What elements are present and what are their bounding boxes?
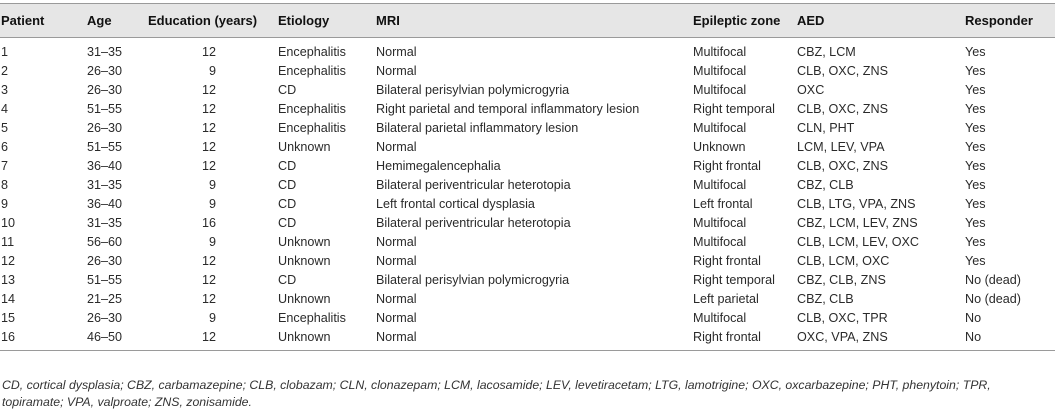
cell-etiology: Unknown — [278, 140, 331, 154]
cell-responder: Yes — [965, 178, 986, 192]
table-row — [0, 309, 1055, 328]
cell-etiology: Encephalitis — [278, 64, 346, 78]
cell-age: 46–50 — [86, 328, 148, 351]
cell-responder: Yes — [965, 102, 986, 116]
cell-age: 56–60 — [87, 235, 123, 249]
cell-age: 51–55 — [87, 102, 123, 116]
cell-etiology: Unknown — [278, 254, 331, 268]
cell-patient: 9 — [1, 197, 9, 211]
cell-responder: No (dead) — [965, 273, 1022, 287]
cell-education: 12 — [201, 140, 216, 154]
column-header-education: Education (years) — [148, 4, 278, 38]
cell-education: 9 — [208, 235, 216, 249]
cell-etiology: Encephalitis — [278, 45, 346, 59]
cell-responder: Yes — [965, 159, 986, 173]
table-body — [0, 38, 1055, 351]
cell-etiology: Unknown — [278, 235, 331, 249]
cell-responder: Yes — [965, 197, 986, 211]
table-row — [0, 119, 1055, 138]
table-row — [0, 62, 1055, 81]
cell-mri: Bilateral periventricular heterotopia — [376, 178, 571, 192]
table-row — [0, 233, 1055, 252]
cell-age: 26–30 — [87, 121, 123, 135]
cell-patient: 3 — [1, 83, 9, 97]
cell-patient: 15 — [1, 311, 16, 325]
cell-aed: LCM, LEV, VPA — [797, 140, 885, 154]
cell-epileptic-zone: Multifocal — [693, 64, 747, 78]
cell-education: 12 — [201, 102, 216, 116]
cell-age: 31–35 — [87, 216, 123, 230]
cell-mri: Hemimegalencephalia — [376, 159, 501, 173]
cell-etiology: CD — [278, 216, 297, 230]
cell-etiology: CD — [278, 273, 297, 287]
cell-mri: Normal — [376, 64, 417, 78]
cell-responder: Yes — [965, 64, 986, 78]
cell-aed: CBZ, CLB, ZNS — [797, 273, 886, 287]
cell-age: 36–40 — [87, 197, 123, 211]
cell-aed: CLB, LTG, VPA, ZNS — [797, 197, 916, 211]
table-row — [0, 290, 1055, 309]
cell-age: 31–35 — [87, 45, 123, 59]
cell-patient: 6 — [1, 140, 9, 154]
cell-age: 26–30 — [87, 83, 123, 97]
cell-mri: Normal — [376, 235, 417, 249]
cell-education: 12 — [201, 121, 216, 135]
cell-epileptic-zone: Multifocal — [693, 178, 747, 192]
cell-education: 12 — [201, 159, 216, 173]
cell-aed: CLB, OXC, TPR — [797, 311, 888, 325]
cell-patient: 2 — [1, 64, 9, 78]
column-header-aed: AED — [797, 4, 965, 38]
cell-patient: 8 — [1, 178, 9, 192]
cell-patient: 13 — [1, 273, 16, 287]
cell-education: 9 — [208, 311, 216, 325]
cell-epileptic-zone: Multifocal — [693, 216, 747, 230]
table-row — [0, 81, 1055, 100]
table-row — [0, 328, 1055, 351]
cell-patient: 12 — [1, 254, 16, 268]
cell-education: 9 — [208, 64, 216, 78]
cell-age: 36–40 — [87, 159, 123, 173]
cell-age: 26–30 — [87, 64, 123, 78]
cell-age: 26–30 — [87, 254, 123, 268]
header-row — [0, 4, 1055, 38]
cell-patient: 7 — [1, 159, 9, 173]
cell-education: 9 — [208, 178, 216, 192]
cell-age: 31–35 — [87, 178, 123, 192]
cell-responder: Yes — [965, 121, 986, 135]
cell-epileptic-zone: Multifocal — [693, 45, 747, 59]
patient-table — [0, 3, 1055, 351]
cell-age: 51–55 — [87, 273, 123, 287]
cell-etiology: CD — [278, 178, 297, 192]
cell-aed: CLB, LCM, OXC — [797, 254, 890, 268]
cell-age: 21–25 — [87, 292, 123, 306]
cell-mri: Normal — [376, 328, 693, 351]
cell-etiology: Encephalitis — [278, 121, 346, 135]
table-row — [0, 252, 1055, 271]
cell-epileptic-zone: Multifocal — [693, 121, 747, 135]
cell-responder: Yes — [965, 83, 986, 97]
cell-epileptic-zone: Left parietal — [693, 292, 759, 306]
cell-mri: Left frontal cortical dysplasia — [376, 197, 535, 211]
cell-patient: 16 — [0, 328, 86, 351]
cell-mri: Bilateral perisylvian polymicrogyria — [376, 273, 570, 287]
cell-etiology: CD — [278, 197, 297, 211]
cell-education: 9 — [208, 197, 216, 211]
table-row — [0, 195, 1055, 214]
cell-etiology: Encephalitis — [278, 311, 346, 325]
cell-education: 12 — [201, 292, 216, 306]
cell-mri: Bilateral perisylvian polymicrogyria — [376, 83, 570, 97]
cell-mri: Bilateral periventricular heterotopia — [376, 216, 571, 230]
cell-patient: 11 — [1, 235, 15, 249]
cell-epileptic-zone: Multifocal — [693, 83, 747, 97]
table-row — [0, 157, 1055, 176]
cell-epileptic-zone: Multifocal — [693, 235, 747, 249]
table-footnote: CD, cortical dysplasia; CBZ, carbamazepine; CLB, clobazam; CLN, clonazepam; LCM, lacosamide; LEV, levetiracetam; LTG, lamotrigine; OXC, oxcarbazepine; PHT, phenytoin; TPR, topiramate; VPA, valproate; ZNS, zonisamide. — [2, 378, 991, 409]
cell-aed: CLB, OXC, ZNS — [797, 64, 888, 78]
cell-education: 12 — [148, 328, 278, 351]
cell-patient: 5 — [1, 121, 9, 135]
cell-epileptic-zone: Right temporal — [693, 102, 775, 116]
cell-epileptic-zone: Right frontal — [693, 328, 797, 351]
column-header-age: Age — [86, 4, 148, 38]
cell-education: 16 — [201, 216, 216, 230]
cell-responder: Yes — [965, 140, 986, 154]
cell-patient: 1 — [1, 45, 9, 59]
cell-aed: CLN, PHT — [797, 121, 855, 135]
cell-aed: OXC, VPA, ZNS — [797, 328, 965, 351]
cell-responder: No — [965, 328, 1055, 351]
cell-responder: No — [965, 311, 982, 325]
cell-education: 12 — [201, 273, 216, 287]
table-row — [0, 214, 1055, 233]
cell-patient: 14 — [1, 292, 16, 306]
cell-aed: CBZ, CLB — [797, 292, 854, 306]
cell-epileptic-zone: Unknown — [693, 140, 746, 154]
cell-mri: Normal — [376, 140, 417, 154]
cell-responder: Yes — [965, 216, 986, 230]
cell-responder: No (dead) — [965, 292, 1022, 306]
cell-education: 12 — [201, 45, 216, 59]
cell-etiology: CD — [278, 83, 297, 97]
cell-aed: CBZ, CLB — [797, 178, 854, 192]
table-row — [0, 176, 1055, 195]
column-header-etiology: Etiology — [278, 4, 376, 38]
cell-education: 12 — [201, 83, 216, 97]
column-header-responder: Responder — [965, 4, 1055, 38]
cell-mri: Normal — [376, 311, 417, 325]
cell-mri: Right parietal and temporal inflammatory lesion — [376, 102, 640, 116]
table-row — [0, 138, 1055, 157]
cell-aed: CLB, OXC, ZNS — [797, 159, 888, 173]
cell-patient: 10 — [1, 216, 16, 230]
cell-etiology: Encephalitis — [278, 102, 346, 116]
cell-epileptic-zone: Right temporal — [693, 273, 775, 287]
cell-responder: Yes — [965, 235, 986, 249]
cell-etiology: Unknown — [278, 328, 376, 351]
cell-age: 26–30 — [87, 311, 123, 325]
cell-aed: CLB, LCM, LEV, OXC — [797, 235, 920, 249]
column-header-epileptic-zone: Epileptic zone — [693, 4, 797, 38]
cell-epileptic-zone: Right frontal — [693, 254, 761, 268]
cell-mri: Normal — [376, 254, 417, 268]
cell-responder: Yes — [965, 254, 986, 268]
table-row — [0, 100, 1055, 119]
cell-aed: CBZ, LCM, LEV, ZNS — [797, 216, 918, 230]
cell-epileptic-zone: Multifocal — [693, 311, 747, 325]
cell-patient: 4 — [1, 102, 9, 116]
cell-education: 12 — [201, 254, 216, 268]
cell-etiology: Unknown — [278, 292, 331, 306]
table-row — [0, 38, 1055, 63]
cell-etiology: CD — [278, 159, 297, 173]
cell-age: 51–55 — [87, 140, 123, 154]
cell-mri: Normal — [376, 45, 417, 59]
cell-mri: Normal — [376, 292, 417, 306]
column-header-patient: Patient — [0, 4, 86, 38]
cell-aed: CBZ, LCM — [797, 45, 856, 59]
cell-aed: OXC — [797, 83, 825, 97]
cell-epileptic-zone: Left frontal — [693, 197, 753, 211]
column-header-mri: MRI — [376, 4, 693, 38]
cell-epileptic-zone: Right frontal — [693, 159, 761, 173]
cell-aed: CLB, OXC, ZNS — [797, 102, 888, 116]
cell-mri: Bilateral parietal inflammatory lesion — [376, 121, 579, 135]
cell-responder: Yes — [965, 45, 986, 59]
table-row — [0, 271, 1055, 290]
